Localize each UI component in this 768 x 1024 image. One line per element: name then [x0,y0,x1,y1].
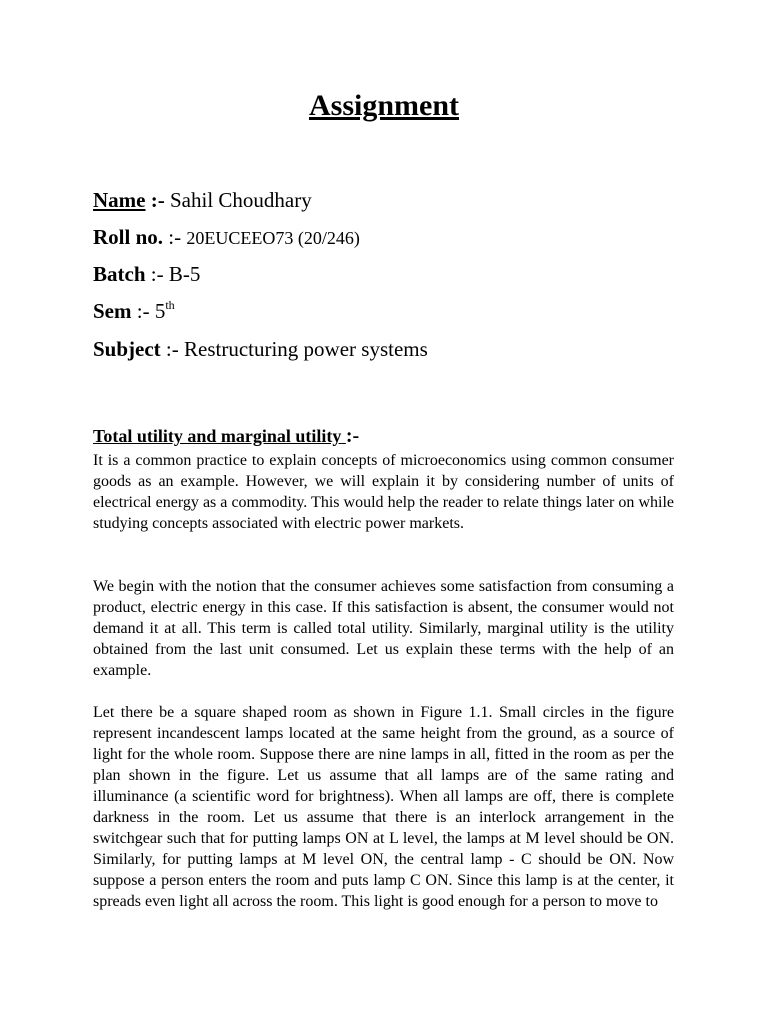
field-roll-no [93,223,360,254]
field-batch-separator: :- [150,262,164,286]
section-heading-suffix: :- [345,425,360,447]
field-name-label: Name [93,188,146,212]
field-sem-separator: :- [136,299,150,323]
field-subject [93,335,428,366]
paragraph: We begin with the notion that the consumer achieves some satisfaction from consuming a product, electric energy in this case. If this satisfaction is absent, the consumer would not demand it at all. This term is called total utility. Similarly, marginal utility is the utility obtained from the last unit consumed. Let us explain these terms with the help of an example. [93,578,674,679]
field-name-value: Sahil Choudhary [169,188,312,212]
field-sem-label: Sem [93,299,132,323]
field-name-separator: :- [150,188,165,212]
field-sem-superscript: th [165,298,175,312]
field-roll-no-value: 20EUCEEO73 (20/246) [186,228,360,248]
field-subject-separator: :- [165,337,179,361]
field-batch-label: Batch [93,262,146,286]
document-title-text: Assignment [308,89,459,122]
field-roll-no-separator: :- [168,225,182,249]
field-roll-no-label: Roll no. [93,225,164,249]
section-heading [93,423,359,449]
document-title [0,88,768,124]
field-name [93,186,312,217]
field-batch [93,260,200,291]
field-subject-label: Subject [93,337,161,361]
paragraph: Let there be a square shaped room as shown in Figure 1.1. Small circles in the figure represent incandescent lamps located at the same height from the ground, as a source of light for the whole room. Suppose there are nine lamps in all, fitted in the room as per the plan shown in the figure. Let us assume that all lamps are of the same rating and illuminance (a scientific word for brightness). When all lamps are off, there is complete darkness in the room. Let us assume that there is an interlock arrangement in the switchgear such that for putting lamps ON at L level, the lamps at M level should be ON. Similarly, for putting lamps at M level ON, the central lamp - C should be ON. Now suppose a person enters the room and puts lamp C ON. Since this lamp is at the center, it spreads even light all across the room. This light is good enough for a person to move to [93,704,674,910]
field-sem-value: 5 [154,299,166,323]
section-heading-text: Total utility and marginal utility [93,426,342,446]
field-subject-value: Restructuring power systems [184,337,428,361]
field-sem [93,297,175,328]
field-batch-value: B-5 [168,262,201,286]
paragraph: It is a common practice to explain concepts of microeconomics using common consumer goods as an example. However, we will explain it by considering number of units of electrical energy as a commodity. This would help the reader to relate things later on while studying concepts associated with electric power markets. [93,452,674,532]
